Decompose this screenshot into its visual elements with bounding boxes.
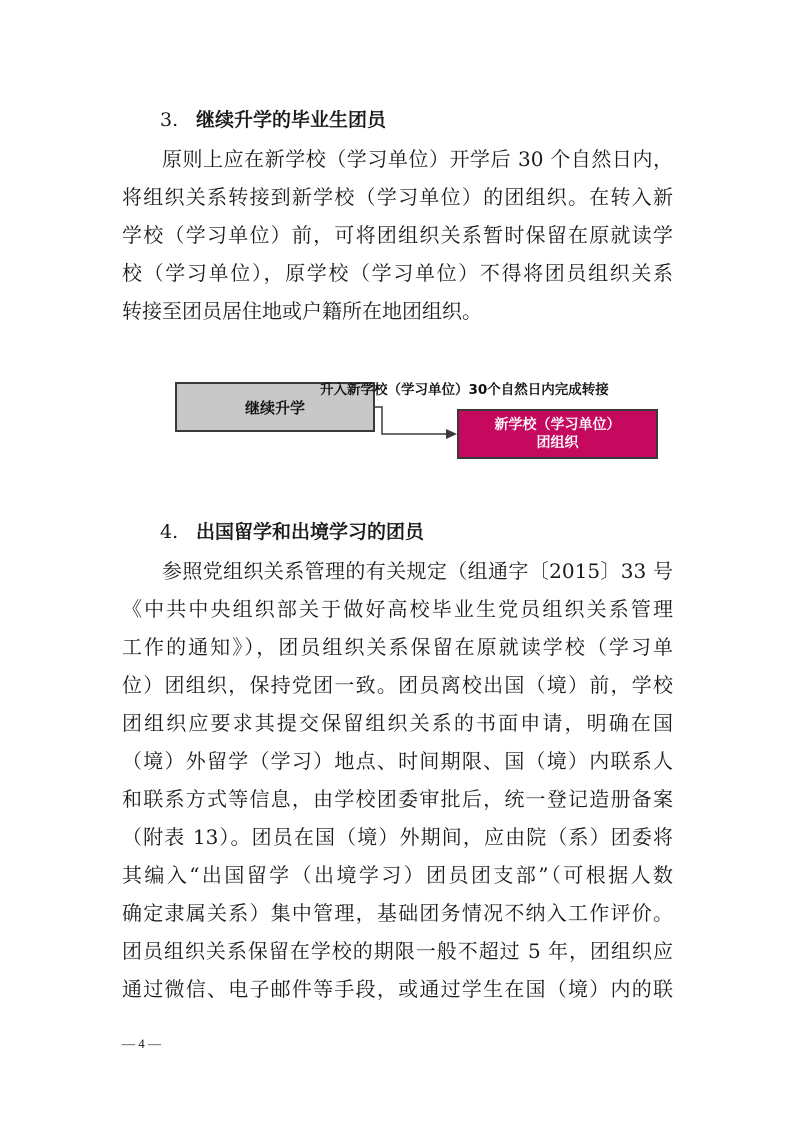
- paragraph-line: 参照党组织关系管理的有关规定（组通字〔2015〕33 号: [162, 559, 673, 583]
- paragraph-line: 团员组织关系保留在学校的期限一般不超过 5 年，团组织应: [122, 939, 673, 963]
- paragraph-line: 通过微信、电子邮件等手段，或通过学生在国（境）内的联: [122, 977, 673, 1001]
- paragraph-line: 转接至团员居住地或户籍所在地团组织。: [122, 299, 482, 323]
- paragraph-line: 团组织应要求其提交保留组织关系的书面申请，明确在国: [122, 711, 673, 735]
- page-number: — 4 —: [122, 1036, 161, 1051]
- target-box-new-school: [457, 409, 658, 459]
- paragraph-line: 位）团组织，保持党团一致。团员离校出国（境）前，学校: [122, 673, 673, 697]
- paragraph-line: （附表 13）。团员在国（境）外期间，应由院（系）团委将: [122, 825, 673, 849]
- paragraph-line: 原则上应在新学校（学习单位）开学后 30 个自然日内，: [162, 147, 673, 171]
- paragraph-line: 学校（学习单位）前，可将团组织关系暂时保留在原就读学: [122, 223, 673, 247]
- source-box-label: 继续升学: [244, 398, 305, 417]
- section-4-number: 4.: [160, 521, 179, 543]
- target-box-line-1: 新学校（学习单位）: [494, 417, 621, 433]
- paragraph-line: 确定隶属关系）集中管理，基础团务情况不纳入工作评价。: [122, 901, 673, 925]
- paragraph-line: 《中共中央组织部关于做好高校毕业生党员组织关系管理: [122, 597, 673, 621]
- flow-arrow-label: 升入新学校（学习单位）30个自然日内完成转接: [320, 382, 609, 398]
- paragraph-line: （境）外留学（学习）地点、时间期限、国（境）内联系人: [122, 749, 673, 773]
- paragraph-line: 工作的通知》），团员组织关系保留在原就读学校（学习单: [122, 635, 673, 659]
- section-3-title: 继续升学的毕业生团员: [196, 109, 387, 131]
- paragraph-line: 和联系方式等信息，由学校团委审批后，统一登记造册备案: [122, 787, 673, 811]
- flow-connector-line: [375, 407, 446, 434]
- section-4-title: 出国留学和出境学习的团员: [196, 521, 425, 543]
- flow-arrowhead-icon: [446, 429, 457, 439]
- target-box-line-2: 团组织: [536, 435, 579, 451]
- section-4-heading: [160, 520, 424, 544]
- paragraph-line: 其编入“出国留学（出境学习）团员团支部”（可根据人数: [122, 863, 673, 887]
- paragraph-line: 将组织关系转接到新学校（学习单位）的团组织。在转入新: [122, 185, 673, 209]
- section-3-heading: [160, 108, 386, 132]
- section-3-number: 3.: [160, 109, 179, 131]
- section-4-paragraph: [122, 552, 673, 1008]
- paragraph-line: 校（学习单位），原学校（学习单位）不得将团员组织关系: [122, 261, 673, 285]
- section-3-paragraph: [122, 140, 673, 330]
